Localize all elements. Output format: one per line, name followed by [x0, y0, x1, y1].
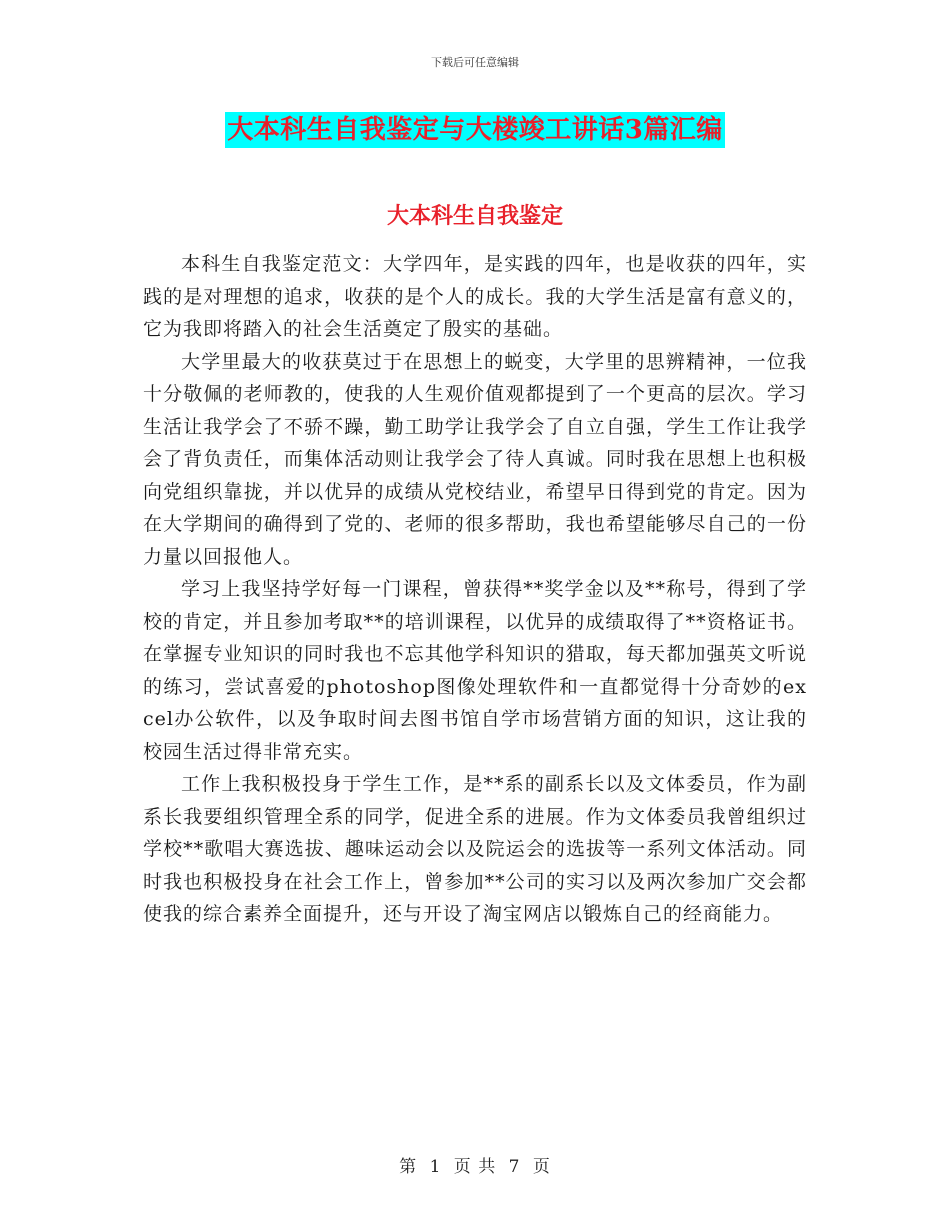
page-footer	[0, 1152, 950, 1177]
document-title-container	[0, 112, 950, 148]
paragraph: 工作上我积极投身于学生工作，是**系的副系长以及文体委员，作为副系长我要组织管理全系的同学，促进全系的进展。作为文体委员我曾组织过学校**歌唱大赛选拔、趣味运动会以及院运会的选拔等一系列文体活动。同时我也积极投身在社会工作上，曾参加**公司的实习以及两次参加广交会都使我的综合素养全面提升，还与开设了淘宝网店以锻炼自己的经商能力。	[143, 773, 807, 925]
paragraph: 本科生自我鉴定范文：大学四年，是实践的四年，也是收获的四年，实践的是对理想的追求，收获的是个人的成长。我的大学生活是富有意义的，它为我即将踏入的社会生活奠定了殷实的基础。	[143, 253, 807, 340]
page-total: 7	[508, 1157, 521, 1177]
page-prefix: 第	[399, 1157, 418, 1177]
download-note: 下载后可任意编辑	[431, 56, 519, 69]
page-mid: 页 共	[453, 1157, 497, 1177]
section-title: 大本科生自我鉴定	[386, 203, 563, 229]
document-body	[143, 248, 807, 931]
page-suffix: 页	[532, 1157, 551, 1177]
paragraph: 大学里最大的收获莫过于在思想上的蜕变，大学里的思辨精神，一位我十分敬佩的老师教的，使我的人生观价值观都提到了一个更高的层次。学习生活让我学会了不骄不躁，勤工助学让我学会了自立自强，学生工作让我学会了背负责任，而集体活动则让我学会了待人真诚。同时我在思想上也积极向党组织靠拢，并以优异的成绩从党校结业，希望早日得到党的肯定。因为在大学期间的确得到了党的、老师的很多帮助，我也希望能够尽自己的一份力量以回报他人。	[143, 350, 807, 568]
document-title: 大本科生自我鉴定与大楼竣工讲话3篇汇编	[225, 112, 725, 148]
page-number: 1	[429, 1157, 442, 1177]
paragraph: 学习上我坚持学好每一门课程，曾获得**奖学金以及**称号，得到了学校的肯定，并且参加考取**的培训课程，以优异的成绩取得了**资格证书。在掌握专业知识的同时我也不忘其他学科知识的猎取，每天都加强英文听说的练习，尝试喜爱的photoshop图像处理软件和一直都觉得十分奇妙的excel办公软件，以及争取时间去图书馆自学市场营销方面的知识，这让我的校园生活过得非常充实。	[143, 578, 807, 763]
